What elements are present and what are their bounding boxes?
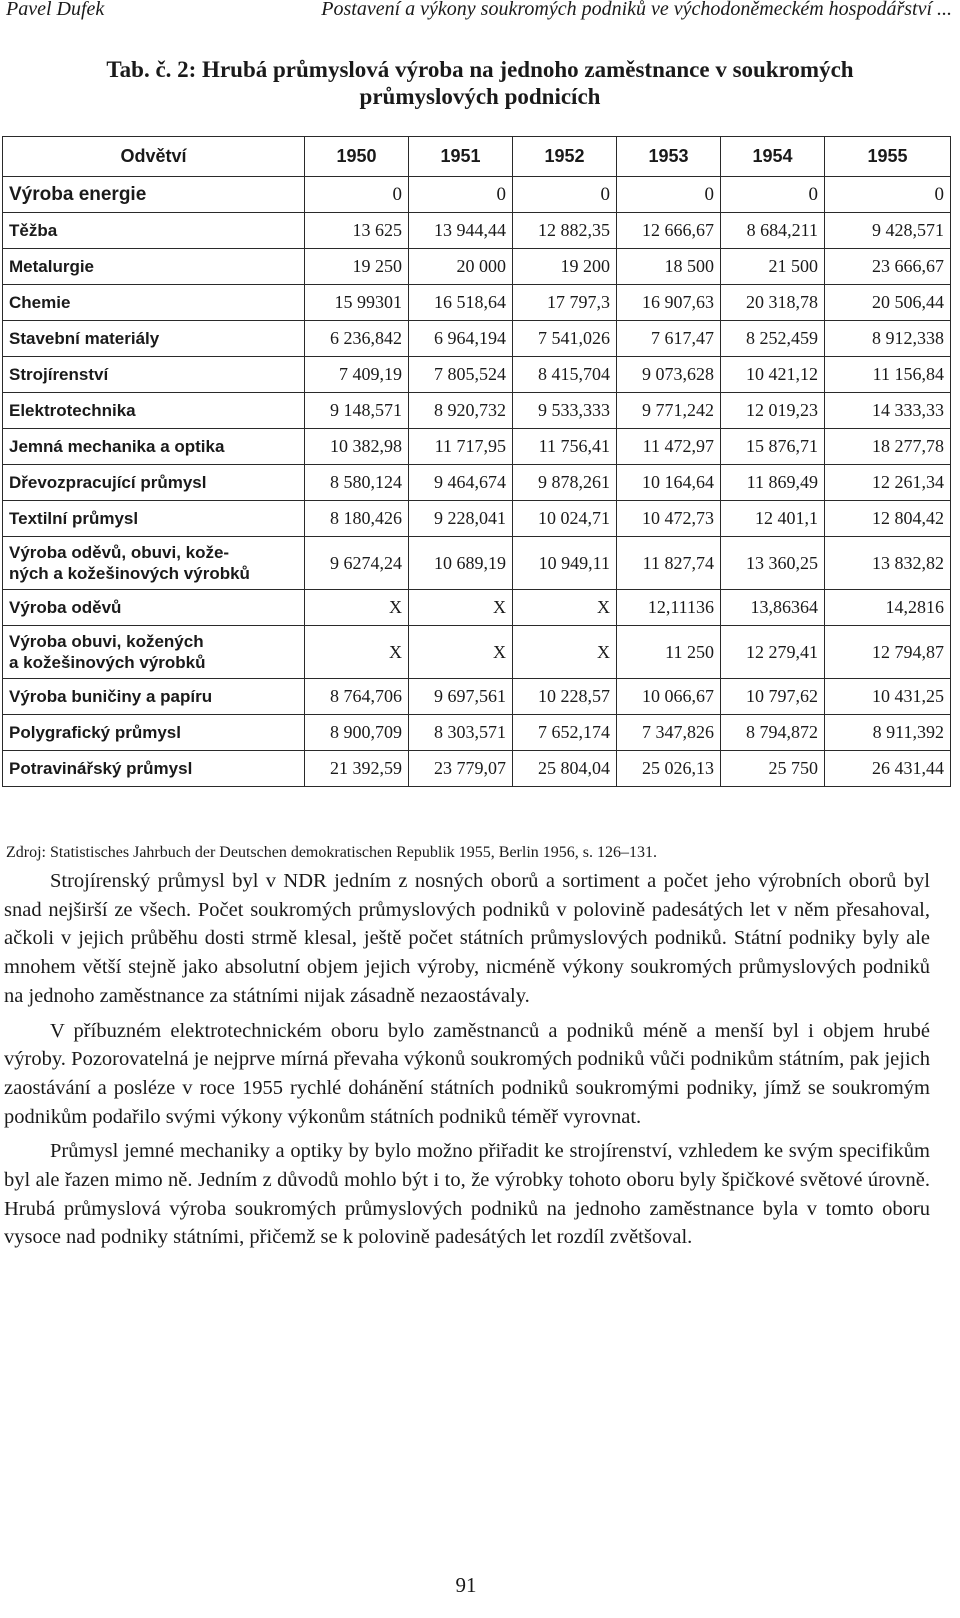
cell-value: 9 878,261 (513, 465, 617, 501)
paragraph: V příbuzném elektrotechnickém oboru bylo zaměstnanců a podniků méně a menší byl i objem hrubé výroby. Pozorovatelná je nejprve mírná převaha výkonů soukromých podniků vůči podnikům státním, pak jejich zaostávání a posléze v roce 1955 rychlé dohánění státních podniků soukromými podniky, jímž se soukromým podnikům podařilo svými výkony výkonům státních podniků téměř vyrovnat. (4, 1019, 930, 1128)
body-text (4, 867, 930, 1252)
table-source-note: Zdroj: Statistisches Jahrbuch der Deutschen demokratischen Republik 1955, Berlin 1956, s. 126–131. (6, 844, 657, 861)
cell-value: 19 250 (305, 249, 409, 285)
cell-value: X (409, 590, 513, 626)
cell-value: 0 (305, 177, 409, 213)
table-row (3, 429, 951, 465)
cell-value: 16 907,63 (617, 285, 721, 321)
row-label-line: ných a kožešinových výrobků (9, 564, 250, 583)
cell-value: 17 797,3 (513, 285, 617, 321)
row-label: Výroba buničiny a papíru (3, 679, 305, 715)
cell-value: 18 277,78 (825, 429, 951, 465)
table-row (3, 501, 951, 537)
table-caption-line-2: průmyslových podnicích (359, 84, 601, 109)
row-label: Dřevozpracující průmysl (3, 465, 305, 501)
row-label: Stavební materiály (3, 321, 305, 357)
cell-value: 11 250 (617, 626, 721, 679)
cell-value: X (513, 590, 617, 626)
row-label: Výroba energie (3, 177, 305, 213)
cell-value: 10 164,64 (617, 465, 721, 501)
table-row (3, 321, 951, 357)
cell-value: 9 428,571 (825, 213, 951, 249)
cell-value: 25 026,13 (617, 751, 721, 787)
cell-value: 8 911,392 (825, 715, 951, 751)
cell-value: 10 797,62 (721, 679, 825, 715)
cell-value: 11 827,74 (617, 537, 721, 590)
cell-value: 25 804,04 (513, 751, 617, 787)
cell-value: 11 156,84 (825, 357, 951, 393)
row-label-line: Výroba obuvi, kožených (9, 632, 204, 651)
column-header-year: 1955 (825, 137, 951, 177)
cell-value: 13,86364 (721, 590, 825, 626)
cell-value: 14 333,33 (825, 393, 951, 429)
cell-value: 12 882,35 (513, 213, 617, 249)
table-row (3, 679, 951, 715)
table-row (3, 626, 951, 679)
cell-value: 0 (513, 177, 617, 213)
table-caption-line-1: Tab. č. 2: Hrubá průmyslová výroba na jednoho zaměstnance v soukromých (106, 57, 854, 82)
row-label (3, 626, 305, 679)
page-number: 91 (455, 1573, 477, 1597)
cell-value: 0 (721, 177, 825, 213)
cell-value: 11 717,95 (409, 429, 513, 465)
cell-value: 9 6274,24 (305, 537, 409, 590)
cell-value: 9 533,333 (513, 393, 617, 429)
table-row (3, 590, 951, 626)
table-row (3, 249, 951, 285)
cell-value: 10 421,12 (721, 357, 825, 393)
cell-value: 13 360,25 (721, 537, 825, 590)
cell-value: 0 (409, 177, 513, 213)
cell-value: 10 382,98 (305, 429, 409, 465)
author-name: Pavel Dufek (6, 0, 105, 20)
cell-value: 8 920,732 (409, 393, 513, 429)
row-label: Metalurgie (3, 249, 305, 285)
cell-value: 20 318,78 (721, 285, 825, 321)
table-row (3, 751, 951, 787)
cell-value: X (305, 626, 409, 679)
row-label: Těžba (3, 213, 305, 249)
cell-value: 21 500 (721, 249, 825, 285)
cell-value: 8 764,706 (305, 679, 409, 715)
table-row (3, 537, 951, 590)
cell-value: 12 666,67 (617, 213, 721, 249)
cell-value: 21 392,59 (305, 751, 409, 787)
cell-value: 19 200 (513, 249, 617, 285)
cell-value: 12 804,42 (825, 501, 951, 537)
cell-value: 26 431,44 (825, 751, 951, 787)
row-label: Chemie (3, 285, 305, 321)
row-label: Výroba oděvů (3, 590, 305, 626)
row-label: Potravinářský průmysl (3, 751, 305, 787)
row-label: Elektrotechnika (3, 393, 305, 429)
table-row (3, 357, 951, 393)
cell-value: 20 506,44 (825, 285, 951, 321)
industry-output-table (2, 136, 951, 787)
cell-value: 13 625 (305, 213, 409, 249)
cell-value: 8 912,338 (825, 321, 951, 357)
running-head (0, 0, 960, 22)
cell-value: 25 750 (721, 751, 825, 787)
cell-value: 8 580,124 (305, 465, 409, 501)
cell-value: 11 756,41 (513, 429, 617, 465)
cell-value: 6 964,194 (409, 321, 513, 357)
cell-value: 6 236,842 (305, 321, 409, 357)
cell-value: 10 066,67 (617, 679, 721, 715)
cell-value: 8 303,571 (409, 715, 513, 751)
cell-value: X (513, 626, 617, 679)
column-header-year: 1954 (721, 137, 825, 177)
cell-value: 9 697,561 (409, 679, 513, 715)
cell-value: 10 024,71 (513, 501, 617, 537)
cell-value: 13 832,82 (825, 537, 951, 590)
cell-value: 10 431,25 (825, 679, 951, 715)
cell-value: 7 541,026 (513, 321, 617, 357)
row-label: Textilní průmysl (3, 501, 305, 537)
table-row (3, 393, 951, 429)
cell-value: 12 019,23 (721, 393, 825, 429)
cell-value: 0 (617, 177, 721, 213)
table-row (3, 465, 951, 501)
table-row (3, 715, 951, 751)
cell-value: 9 148,571 (305, 393, 409, 429)
cell-value: 20 000 (409, 249, 513, 285)
cell-value: 8 900,709 (305, 715, 409, 751)
cell-value: 7 347,826 (617, 715, 721, 751)
running-title: Postavení a výkony soukromých podniků ve východoněmeckém hospodářství ... (321, 0, 952, 20)
cell-value: 15 99301 (305, 285, 409, 321)
cell-value: 16 518,64 (409, 285, 513, 321)
cell-value: 8 252,459 (721, 321, 825, 357)
cell-value: 10 689,19 (409, 537, 513, 590)
column-header-year: 1950 (305, 137, 409, 177)
cell-value: 7 652,174 (513, 715, 617, 751)
cell-value: X (305, 590, 409, 626)
cell-value: 9 228,041 (409, 501, 513, 537)
cell-value: 15 876,71 (721, 429, 825, 465)
cell-value: 8 684,211 (721, 213, 825, 249)
cell-value: 10 228,57 (513, 679, 617, 715)
cell-value: 7 409,19 (305, 357, 409, 393)
cell-value: 0 (825, 177, 951, 213)
table-row (3, 213, 951, 249)
cell-value: 8 180,426 (305, 501, 409, 537)
cell-value: 23 779,07 (409, 751, 513, 787)
row-label-line: a kožešinových výrobků (9, 653, 206, 672)
column-header-year: 1952 (513, 137, 617, 177)
cell-value: 10 472,73 (617, 501, 721, 537)
cell-value: 9 771,242 (617, 393, 721, 429)
paragraph: Strojírenský průmysl byl v NDR jedním z nosných oborů a sortiment a počet jeho výrobních oborů byl snad nejširší ze všech. Počet soukromých průmyslových podniků v polovině padesátých let v něm přesahoval, ačkoli v jejich průběhu dosti strmě klesal, ještě počet státních průmyslových podniků. Státní podniky byly ale mnohem větší stejně jako absolutní objem jejich výroby, nicméně výkony soukromých průmyslových podniků na jednoho zaměstnance za státními nijak zásadně nezaostávaly. (4, 870, 930, 1007)
cell-value: 7 805,524 (409, 357, 513, 393)
cell-value: 13 944,44 (409, 213, 513, 249)
cell-value: 7 617,47 (617, 321, 721, 357)
cell-value: 18 500 (617, 249, 721, 285)
cell-value: 11 472,97 (617, 429, 721, 465)
cell-value: 9 073,628 (617, 357, 721, 393)
row-label: Polygrafický průmysl (3, 715, 305, 751)
row-label: Jemná mechanika a optika (3, 429, 305, 465)
cell-value: 12 261,34 (825, 465, 951, 501)
column-header-year: 1951 (409, 137, 513, 177)
cell-value: 9 464,674 (409, 465, 513, 501)
cell-value: 12 794,87 (825, 626, 951, 679)
table-caption (0, 56, 960, 110)
column-header-industry: Odvětví (3, 137, 305, 177)
cell-value: 12 401,1 (721, 501, 825, 537)
paragraph: Průmysl jemné mechaniky a optiky by bylo možno přiřadit ke strojírenství, vzhledem ke svým specifikům byl ale řazen mimo ně. Jedním z důvodů mohlo být i to, že výrobky tohoto oboru byly špičkové světové úrovně. Hrubá průmyslová výroba soukromých průmyslových podniků na jednoho zaměstnance byla v tomto oboru vysoce nad podniky státními, přičemž se k polovině padesátých let rozdíl zvětšoval. (4, 1140, 930, 1249)
cell-value: 8 415,704 (513, 357, 617, 393)
table-row (3, 285, 951, 321)
row-label: Strojírenství (3, 357, 305, 393)
cell-value: 11 869,49 (721, 465, 825, 501)
cell-value: 12,11136 (617, 590, 721, 626)
table-row (3, 177, 951, 213)
cell-value: 10 949,11 (513, 537, 617, 590)
cell-value: 14,2816 (825, 590, 951, 626)
cell-value: 23 666,67 (825, 249, 951, 285)
cell-value: X (409, 626, 513, 679)
cell-value: 8 794,872 (721, 715, 825, 751)
row-label-line: Výroba oděvů, obuvi, kože- (9, 543, 230, 562)
column-header-year: 1953 (617, 137, 721, 177)
table-header-row (3, 137, 951, 177)
cell-value: 12 279,41 (721, 626, 825, 679)
row-label (3, 537, 305, 590)
